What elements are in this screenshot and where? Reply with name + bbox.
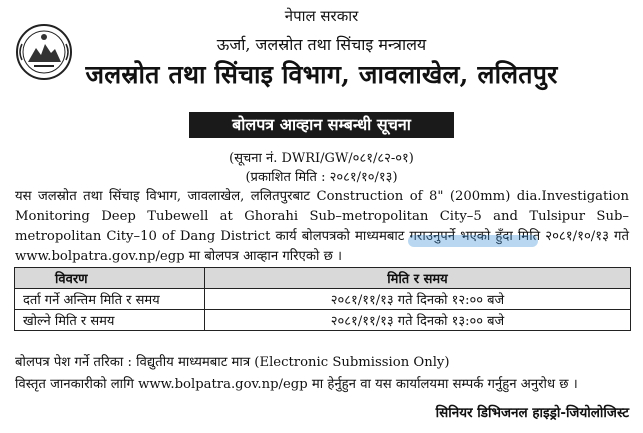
government-name: नेपाल सरकार [284, 7, 359, 25]
row-label: दर्ता गर्ने अन्तिम मिति र समय [15, 289, 205, 310]
schedule-table [14, 267, 631, 331]
row-value: २०८१/११/१३ गते दिनको १३:०० बजे [205, 310, 631, 331]
more-info-line: विस्तृत जानकारीको लागि www.bolpatra.gov.np/egp मा हेर्नुहुन वा यस कार्यालयमा सम्पर्क गर्नुहुन अनुरोध छ । [15, 377, 578, 392]
watermark-logo-icon [408, 232, 538, 250]
row-value: २०८१/११/१३ गते दिनको १२:०० बजे [205, 289, 631, 310]
table-header-datetime: मिति र समय [205, 268, 631, 289]
submission-method: बोलपत्र पेश गर्ने तरिका : विद्युतीय माध्यमबाट मात्र (Electronic Submission Only) [15, 355, 450, 370]
notice-body: यस जलस्रोत तथा सिंचाइ विभाग, जावलाखेल, ललितपुरबाट Construction of 8" (200mm) dia.Investigation Monitoring Deep Tubewell at Ghorahi Sub–metropolitan City–5 and Tulsipur Sub–metropolitan City–10 of Dang District कार्य बोलपत्रको माध्यमबाट गराउनुपर्ने भएको हुँदा मिति २०८१/१०/१३ गते www.bolpatra.gov.np/egp मा बोलपत्र आव्हान गरिएको छ । [15, 189, 629, 264]
notice-title-banner: बोलपत्र आव्हान सम्बन्धी सूचना [189, 112, 454, 138]
table-row [15, 289, 631, 310]
department-name: जलस्रोत तथा सिंचाइ विभाग, जावलाखेल, ललितपुर [85, 60, 558, 89]
table-header-description: विवरण [15, 268, 205, 289]
signatory-title: सिनियर डिभिजनल हाइड्रो-जियोलोजिस्ट [435, 405, 629, 421]
published-date: (प्रकाशित मिति : २०८१/१०/१३) [245, 170, 398, 185]
notice-reference: (सूचना नं. DWRI/GW/०८१/८२-०१) [229, 151, 414, 166]
table-row [15, 310, 631, 331]
ministry-name: ऊर्जा, जलस्रोत तथा सिंचाइ मन्त्रालय [216, 35, 427, 54]
table-header-row [15, 268, 631, 289]
row-label: खोल्ने मिति र समय [15, 310, 205, 331]
